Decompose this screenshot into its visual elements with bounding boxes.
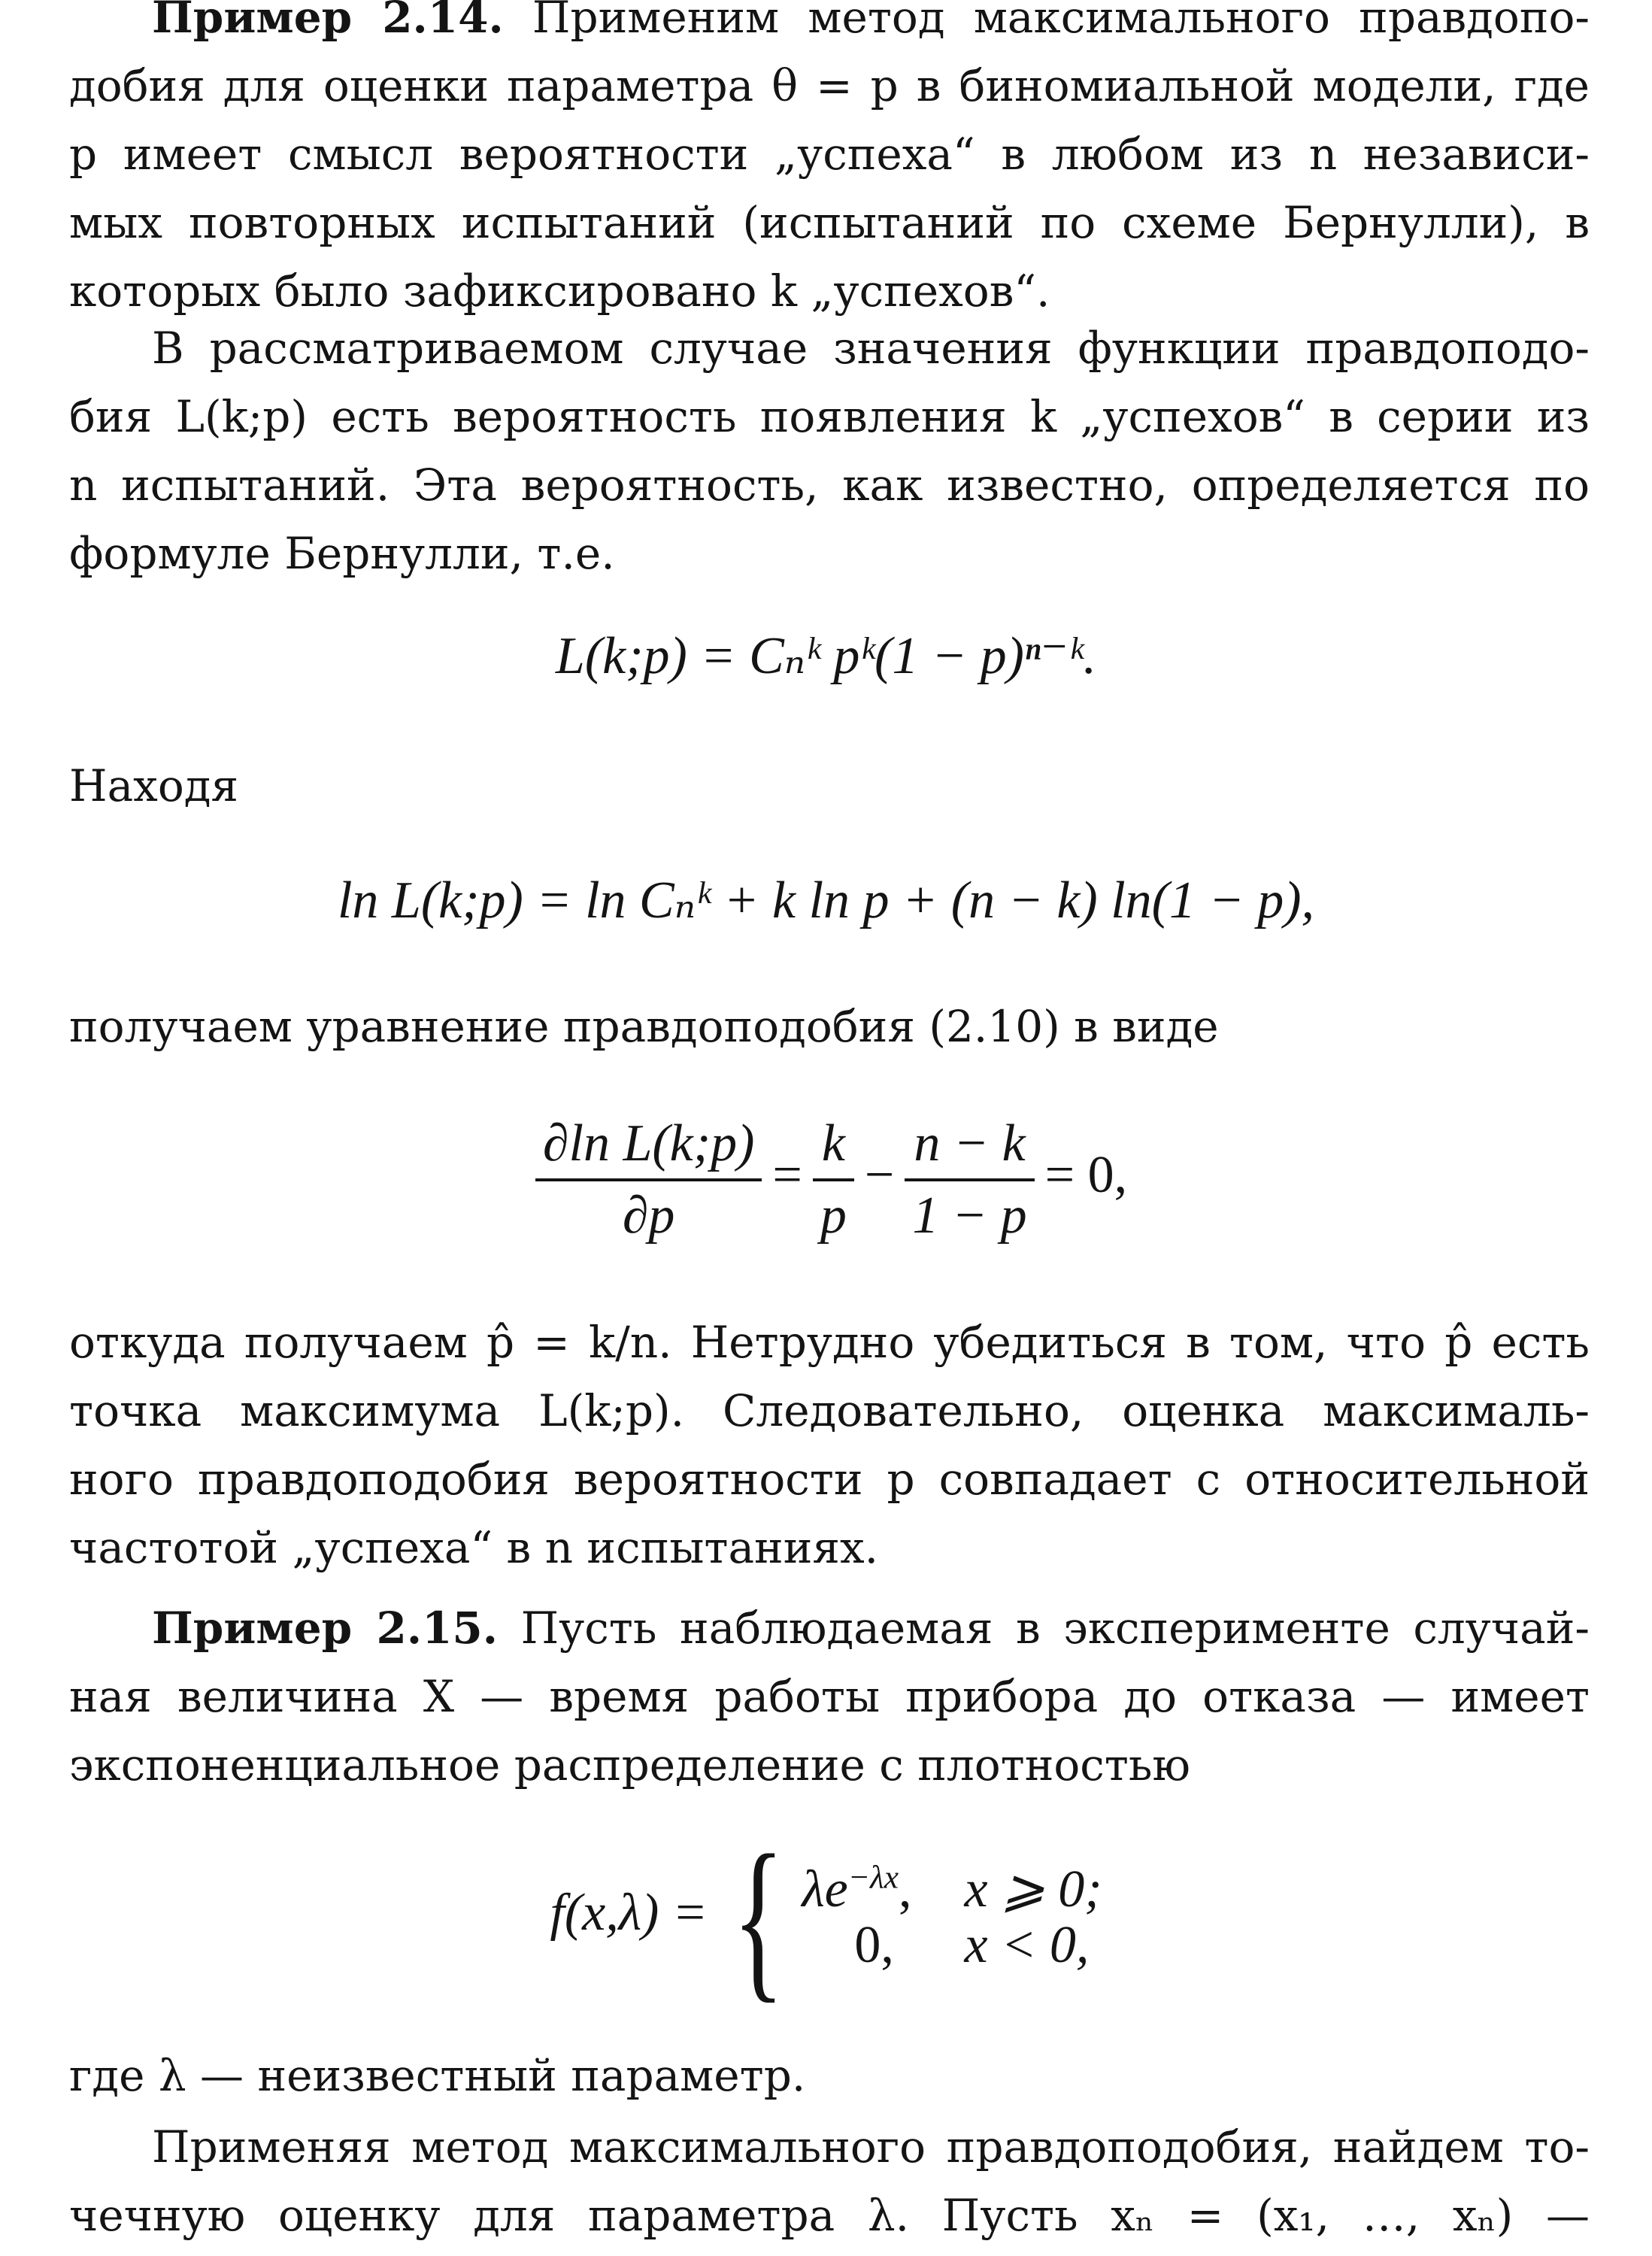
text-line: бия L(k;p) есть вероятность появления k „успехов“ в серии из <box>69 391 1590 442</box>
text-poluchaem <box>69 993 1590 1061</box>
fraction-denominator: 1 − p <box>912 1187 1027 1245</box>
fraction-denominator: p <box>820 1187 847 1245</box>
equation-rhs: = 0, <box>1044 1146 1128 1205</box>
text-line: добия для оценки параметра θ = p в биномиальной модели, где <box>69 60 1590 111</box>
text-line: Применим метод максимального правдопо- <box>503 0 1590 43</box>
last-paragraph <box>69 2113 1590 2250</box>
text-line: формуле Бернулли, т.е. <box>69 528 615 579</box>
left-brace: { <box>732 1818 785 2018</box>
fraction-k-over-p <box>813 1109 854 1251</box>
fraction-numerator: ∂ln L(k;p) <box>535 1109 762 1181</box>
example-2-15-title: Пример 2.15. <box>152 1603 498 1654</box>
text-line: Находя <box>69 760 239 811</box>
text-line: Применяя метод максимального правдоподобия, найдем то- <box>152 2121 1590 2173</box>
text-line: которых было зафиксировано k „успехов“. <box>69 265 1050 317</box>
fraction-n-minus-k <box>905 1109 1034 1251</box>
fraction-denominator: ∂p <box>622 1187 675 1245</box>
text-line: получаем уравнение правдоподобия (2.10) в виде <box>69 1001 1219 1052</box>
text-line: экспоненциальное распределение с плотностью <box>69 1739 1190 1791</box>
equation-likelihood-derivative: $\frac{\text{∂ln L(k;p)}}{\partial p}$ = $\frac{k}{p}$ − $\frac{n - k}{1 - p}$ = 0, <box>0 1109 1652 1251</box>
text-line: где λ — неизвестный параметр. <box>69 2050 806 2101</box>
text-line: Пусть наблюдаемая в эксперименте случай- <box>498 1603 1590 1654</box>
conclusion-paragraph <box>69 1308 1590 1582</box>
equation-log-likelihood: ln L(k;p) = ln Cₙᵏ + k ln p + (n − k) ln(1 − p), <box>337 872 1315 929</box>
piecewise-cases <box>802 1859 1102 1974</box>
text-line: ная величина X — время работы прибора до отказа — имеет <box>69 1671 1590 1722</box>
text-line: ного правдоподобия вероятности p совпадает с относительной <box>69 1454 1590 1505</box>
case-1-condition: x ⩾ 0; <box>964 1860 1102 1918</box>
example-2-14-title: Пример 2.14. <box>152 0 504 43</box>
text-line: n испытаний. Эта вероятность, как известно, определяется по <box>69 459 1590 511</box>
equation-exponential-density <box>0 1818 1652 2018</box>
fraction-derivative <box>535 1109 762 1251</box>
text-lambda <box>69 2042 1590 2110</box>
case-2-value: 0, <box>854 1916 894 1974</box>
case-1-value: $\lambda e^{-\lambda x}$, <box>802 1859 912 1918</box>
likelihood-paragraph <box>69 314 1590 588</box>
text-line: точка максимума L(k;p). Следовательно, оценка максималь- <box>69 1385 1590 1436</box>
text-line: В рассматриваемом случае значения функции правдоподо- <box>152 323 1590 374</box>
equation-bernoulli: L(k;p) = Cₙᵏ pᵏ(1 − p)ⁿ⁻ᵏ. <box>555 627 1097 685</box>
text-line: мых повторных испытаний (испытаний по схеме Бернулли), в <box>69 197 1590 248</box>
text-line: частотой „успеха“ в n испытаниях. <box>69 1522 879 1573</box>
example-2-15-paragraph <box>69 1594 1590 1800</box>
equation-lhs: f(x,λ) = <box>550 1884 708 1942</box>
exponent: −λx <box>847 1859 899 1896</box>
example-2-14-paragraph <box>69 0 1590 326</box>
text-line: чечную оценку для параметра λ. Пусть xₙ = (x₁, …, xₙ) — <box>69 2190 1590 2241</box>
text-nahodya <box>69 752 1590 820</box>
text-line: p имеет смысл вероятности „успеха“ в любом из n независи- <box>69 129 1590 180</box>
fraction-numerator: k <box>813 1109 854 1181</box>
text-line: откуда получаем p̂ = k/n. Нетрудно убедиться в том, что p̂ есть <box>69 1317 1590 1368</box>
case-2-condition: x < 0, <box>964 1916 1090 1974</box>
fraction-numerator: n − k <box>905 1109 1034 1181</box>
